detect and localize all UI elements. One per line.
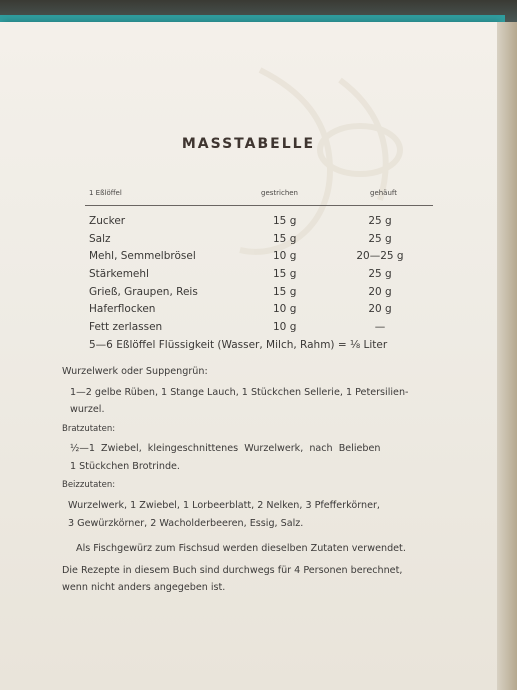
bratzutaten-line-1: ½—1 Zwiebel, kleingeschnittenes Wurzelwerk, nach Belieben [70, 443, 381, 454]
row-item: Mehl, Semmelbrösel [89, 250, 196, 262]
row-item: Salz [89, 233, 111, 245]
page-title: MASSTABELLE [181, 136, 316, 152]
bratzutaten-heading: Bratzutaten: [62, 424, 116, 434]
beizzutaten-line-2: 3 Gewürzkörner, 2 Wacholderbeeren, Essig, Salz. [68, 518, 304, 529]
row-gestrichen: 15 g [273, 215, 297, 227]
fisch-note: Als Fischgewürz zum Fischsud werden dieselben Zutaten verwendet. [76, 543, 406, 554]
table-row [0, 268, 497, 285]
header-gestrichen: gestrichen [261, 189, 298, 197]
header-essloeffel: 1 Eßlöffel [89, 189, 122, 197]
footer-line-2: wenn nicht anders angegeben ist. [62, 582, 226, 593]
wurzelwerk-line-1: 1—2 gelbe Rüben, 1 Stange Lauch, 1 Stückchen Sellerie, 1 Petersilien- [70, 387, 409, 398]
row-gestrichen: 15 g [273, 286, 297, 298]
row-gehaeuft: 20—25 g [356, 250, 404, 262]
row-gehaeuft: 25 g [368, 233, 392, 245]
row-gestrichen: 10 g [273, 250, 297, 262]
wurzelwerk-heading: Wurzelwerk oder Suppengrün: [62, 366, 208, 377]
row-gehaeuft: 25 g [368, 268, 392, 280]
row-item: Fett zerlassen [89, 321, 163, 333]
liquid-note-row [0, 339, 497, 356]
row-gehaeuft: — [374, 321, 386, 333]
liquid-note: 5—6 Eßlöffel Flüssigkeit (Wasser, Milch, Rahm) = ⅛ Liter [89, 339, 388, 351]
header-rule [85, 205, 433, 206]
row-item: Haferflocken [89, 303, 156, 315]
footer-line-1: Die Rezepte in diesem Buch sind durchwegs für 4 Personen berechnet, [62, 565, 403, 576]
row-gestrichen: 15 g [273, 233, 297, 245]
header-gehaeuft: gehäuft [370, 189, 397, 197]
wurzelwerk-line-2: wurzel. [70, 404, 105, 415]
row-gehaeuft: 20 g [368, 303, 392, 315]
row-gestrichen: 10 g [273, 321, 297, 333]
table-row [0, 286, 497, 303]
row-item: Stärkemehl [89, 268, 149, 280]
table-row [0, 250, 497, 267]
row-gestrichen: 15 g [273, 268, 297, 280]
table-row [0, 233, 497, 250]
table-row [0, 321, 497, 338]
table-row [0, 215, 497, 232]
beizzutaten-heading: Beizzutaten: [62, 480, 116, 490]
row-gehaeuft: 20 g [368, 286, 392, 298]
beizzutaten-line-1: Wurzelwerk, 1 Zwiebel, 1 Lorbeerblatt, 2 Nelken, 3 Pfefferkörner, [68, 500, 380, 511]
row-gehaeuft: 25 g [368, 215, 392, 227]
bratzutaten-line-2: 1 Stückchen Brotrinde. [70, 461, 180, 472]
row-gestrichen: 10 g [273, 303, 297, 315]
row-item: Zucker [89, 215, 126, 227]
row-item: Grieß, Graupen, Reis [89, 286, 198, 298]
table-row [0, 303, 497, 320]
